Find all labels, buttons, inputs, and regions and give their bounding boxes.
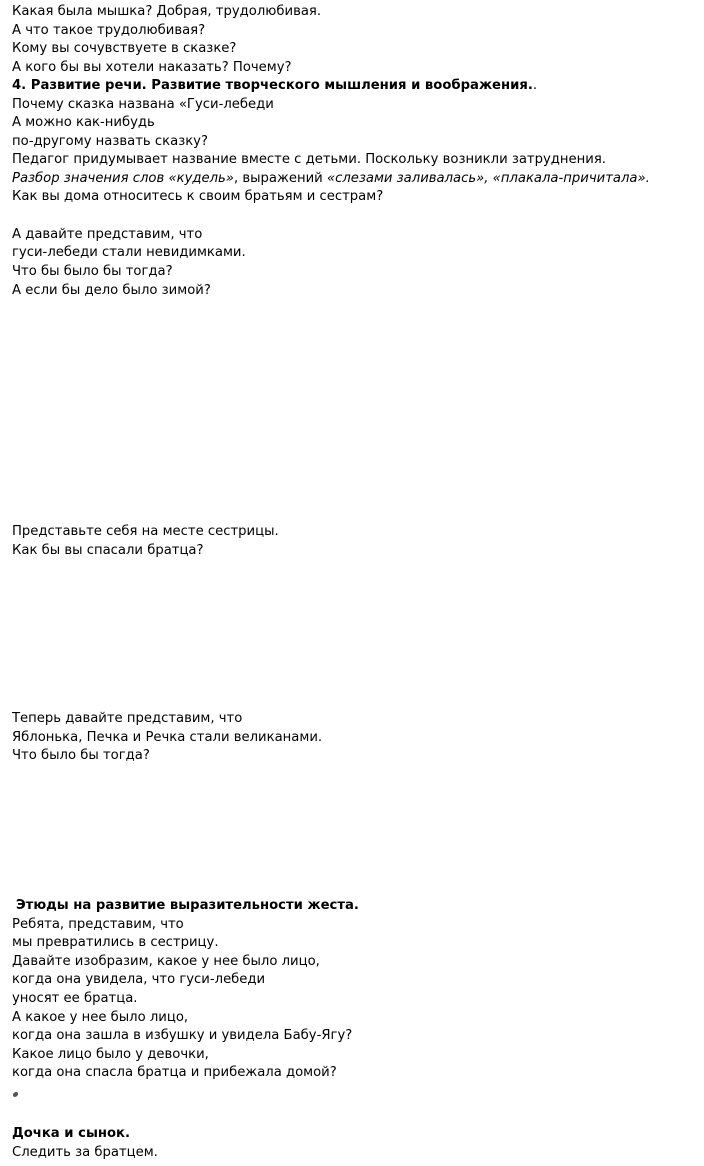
word-analysis-line — [12, 170, 650, 188]
question-text: Что было бы тогда? — [12, 748, 150, 763]
body-text: Следить за братцем. — [12, 1145, 158, 1160]
body-text: Давайте изобразим, какое у нее было лицо, — [12, 954, 320, 969]
body-text: когда она зашла в избушку и увидела Бабу-Ягу? — [12, 1028, 353, 1043]
question-text: А давайте представим, что — [12, 227, 203, 242]
body-text: когда она увидела, что гуси-лебеди — [12, 972, 266, 987]
bullet-dot-icon — [12, 1092, 18, 1097]
question-text: Кому вы сочувствуете в сказке? — [12, 41, 237, 56]
question-text: Почему сказка названа «Гуси-лебеди — [12, 97, 274, 112]
question-text: А что такое трудолюбивая? — [12, 23, 206, 38]
section-heading: Этюды на развитие выразительности жеста. — [16, 898, 359, 913]
question-text: Представьте себя на месте сестрицы. — [12, 524, 279, 539]
question-text: Яблонька, Печка и Речка стали великанами. — [12, 730, 323, 745]
section-heading-tail: . — [532, 78, 538, 93]
question-text: Как вы дома относитесь к своим братьям и сестрам? — [12, 189, 384, 204]
body-text: мы превратились в сестрицу. — [12, 935, 219, 950]
plain-text: , выражений — [233, 171, 327, 186]
body-text: уносят ее братца. — [12, 991, 138, 1006]
question-text: Какая была мышка? Добрая, трудолюбивая. — [12, 4, 322, 19]
question-text: Что бы было бы тогда? — [12, 264, 173, 279]
question-text: гуси-лебеди стали невидимками. — [12, 245, 246, 260]
body-text: А какое у нее было лицо, — [12, 1010, 189, 1025]
section-heading-text: 4. Развитие речи. Развитие творческого мышления и воображения. — [12, 78, 533, 93]
body-text: Педагог придумывает название вместе с детьми. Поскольку возникли затруднения. — [12, 152, 606, 167]
body-text: когда она спасла братца и прибежала домой? — [12, 1065, 337, 1080]
question-text: А если бы дело было зимой? — [12, 283, 211, 298]
section-heading — [12, 77, 537, 95]
question-text: А кого бы вы хотели наказать? Почему? — [12, 60, 292, 75]
question-text: по-другому назвать сказку? — [12, 134, 208, 149]
body-text: Ребята, представим, что — [12, 917, 184, 932]
italic-text: Разбор значения слов «кудель» — [12, 171, 234, 186]
body-text: Какое лицо было у девочки, — [12, 1047, 209, 1062]
question-text: Теперь давайте представим, что — [12, 711, 243, 726]
section-heading: Дочка и сынок. — [12, 1126, 131, 1141]
italic-text: «слезами заливалась», «плакала-причитала». — [326, 171, 650, 186]
question-text: Как бы вы спасали братца? — [12, 543, 204, 558]
question-text: А можно как-нибудь — [12, 115, 155, 130]
